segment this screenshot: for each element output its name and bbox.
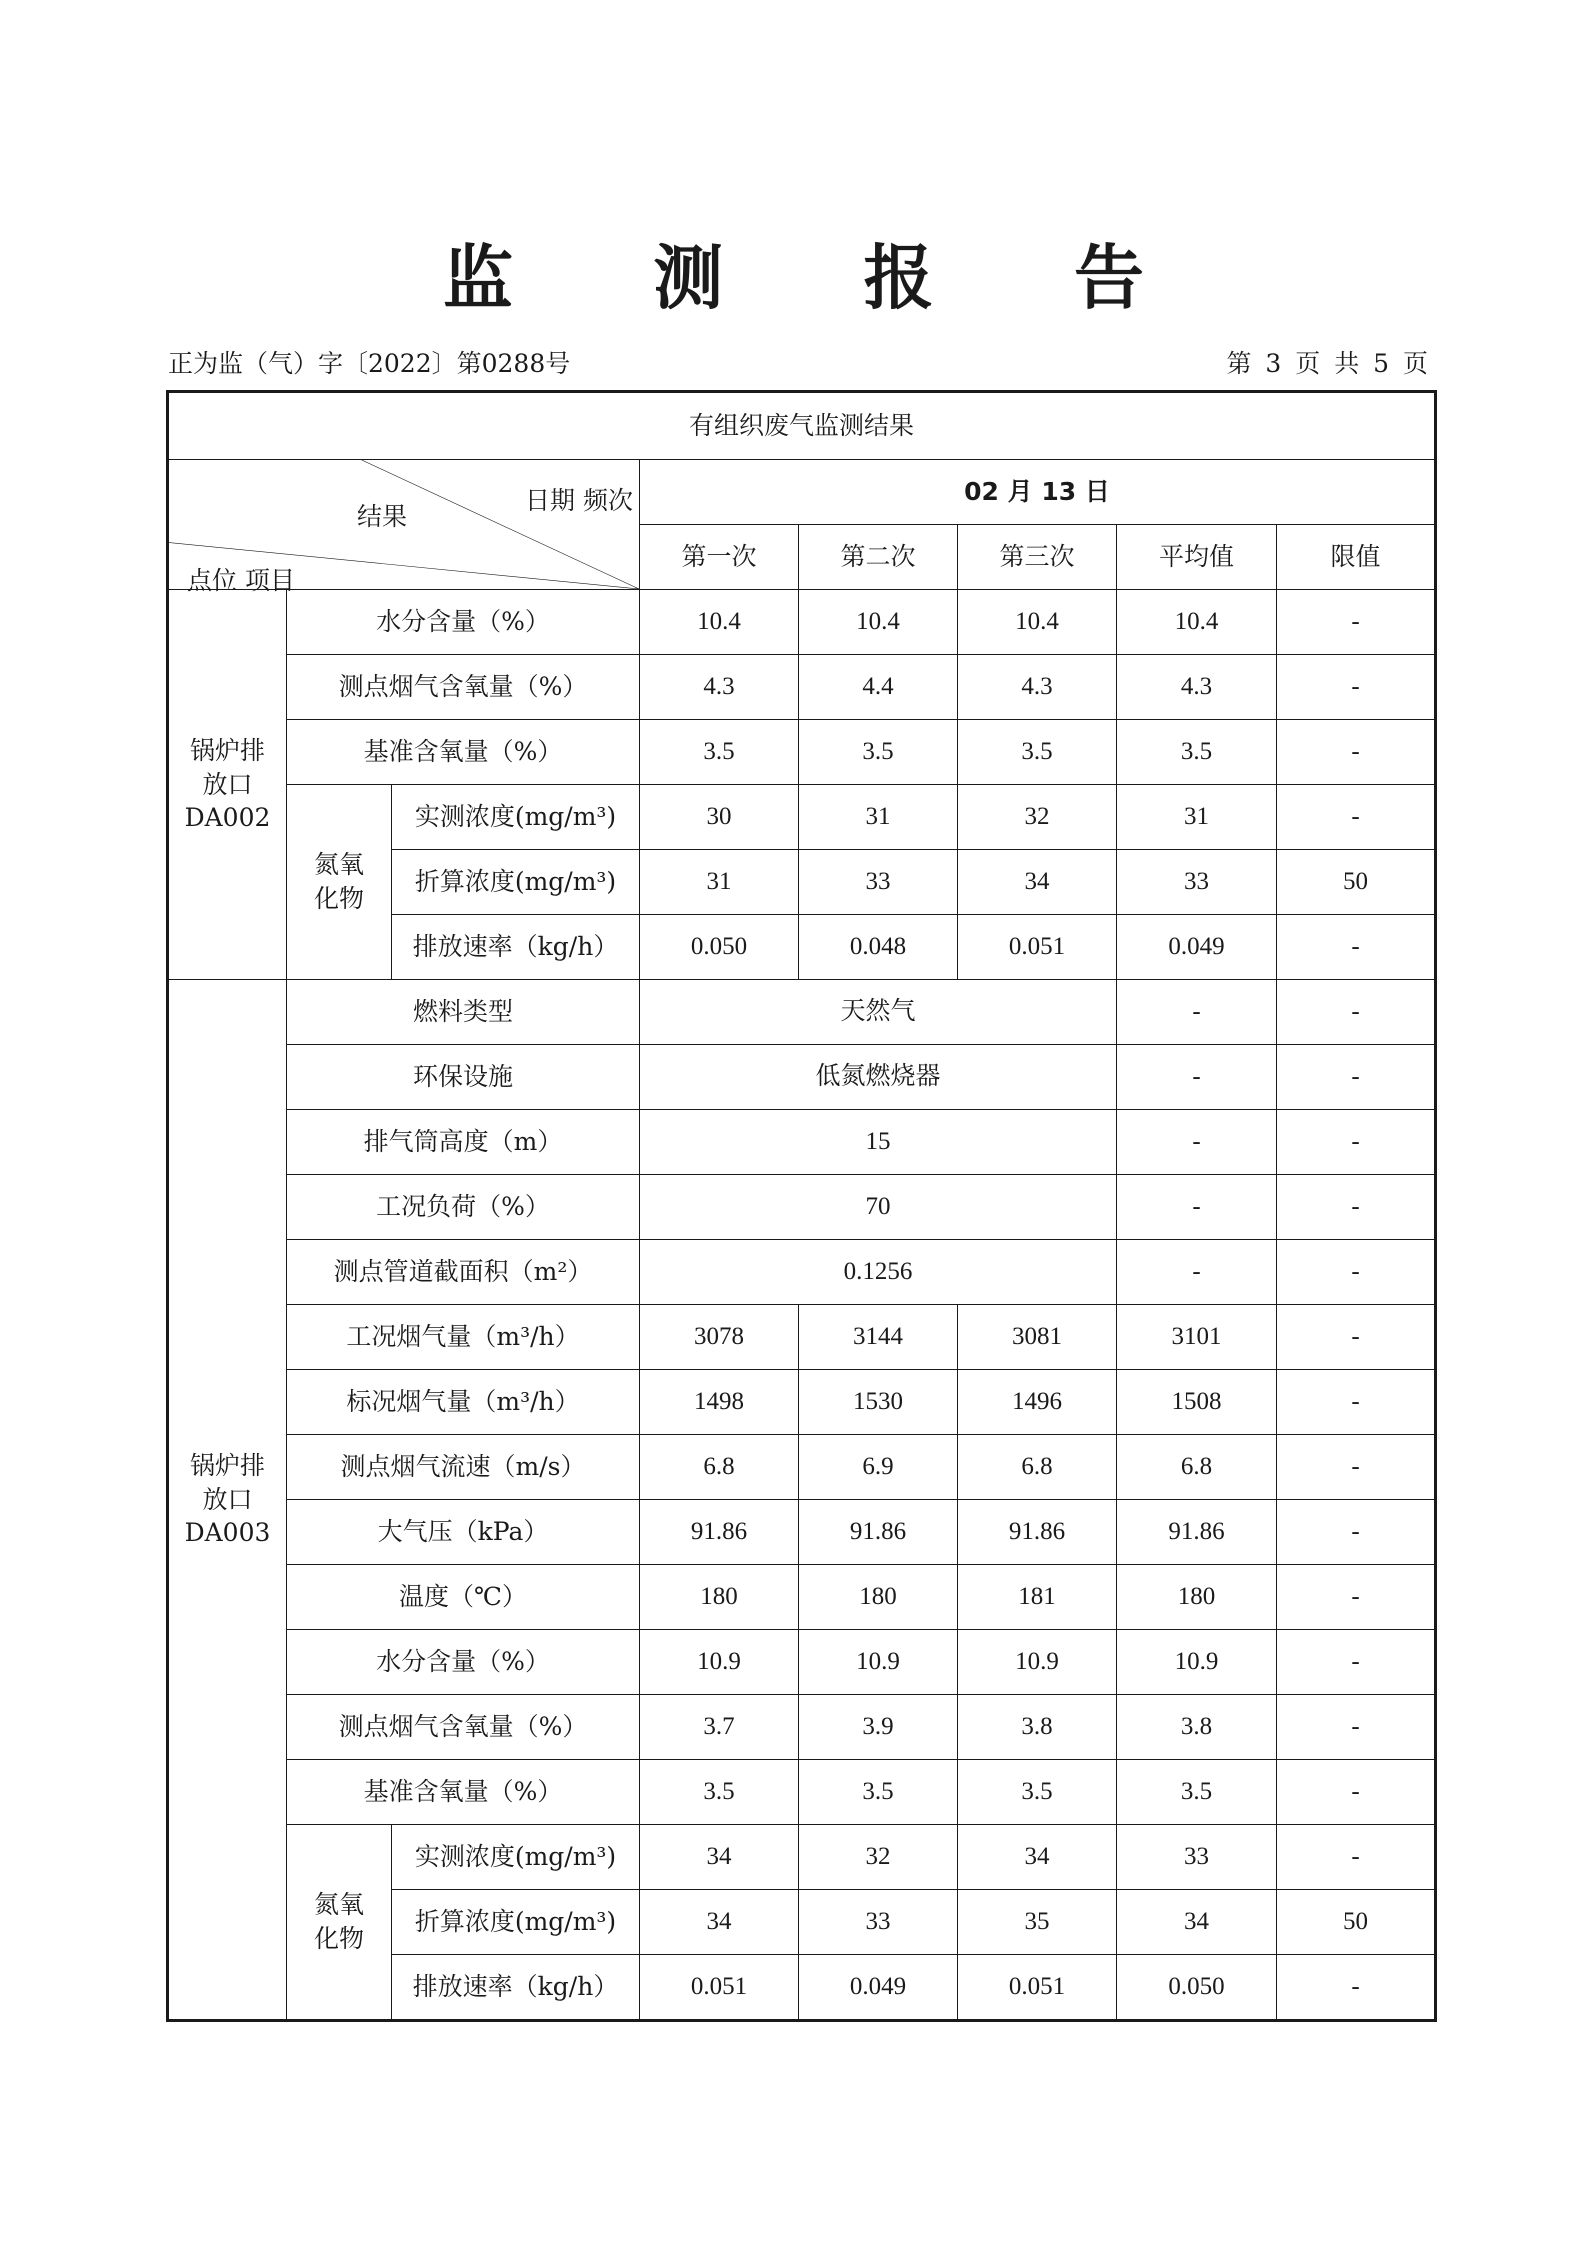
value-cell: 10.9 [799,1630,958,1695]
header-date-frequency: 日期 频次 [525,486,633,515]
value-cell: 0.049 [799,1955,958,2021]
item-label: 工况烟气量（m³/h） [287,1305,640,1370]
limit-cell: - [1277,1110,1436,1175]
item-label: 水分含量（%） [287,590,640,655]
nox-item-label: 实测浓度(mg/m³) [392,1825,640,1890]
value-cell: 6.8 [640,1435,799,1500]
header-date: 02 月 13 日 [640,460,1436,525]
value-cell: 10.4 [799,590,958,655]
value-cell: 4.3 [958,655,1117,720]
value-cell: 3.5 [640,720,799,785]
header-result: 结果 [357,502,408,531]
header-location-item: 点位 项目 [187,566,295,595]
table-caption-row [168,392,1436,460]
diagonal-header-cell [168,460,640,595]
value-cell: 33 [1117,1825,1277,1890]
value-cell: 50 [1277,1890,1436,1955]
value-cell: 3078 [640,1305,799,1370]
value-cell: 0.1256 [640,1240,1117,1305]
col-header: 第二次 [799,525,958,590]
table-row [168,1630,1436,1695]
value-cell: 32 [799,1825,958,1890]
table-row [168,785,1436,850]
value-cell: 91.86 [640,1500,799,1565]
col-header: 第三次 [958,525,1117,590]
value-cell: 70 [640,1175,1117,1240]
value-cell: 33 [1117,850,1277,915]
value-cell: 1508 [1117,1370,1277,1435]
value-cell: 0.049 [1117,915,1277,980]
header-row-date [168,460,1436,525]
table-row [168,1045,1436,1110]
nox-item-label: 折算浓度(mg/m³) [392,850,640,915]
table-row [168,1435,1436,1500]
value-cell: 34 [958,1825,1117,1890]
value-cell: - [1277,915,1436,980]
value-cell: 低氮燃烧器 [640,1045,1117,1110]
value-cell: 3.8 [958,1695,1117,1760]
value-cell: 33 [799,1890,958,1955]
average-cell: - [1117,1240,1277,1305]
nox-group-cell [287,1825,392,2021]
item-label: 测点烟气流速（m/s） [287,1435,640,1500]
location-cell [168,590,287,980]
average-cell: - [1117,980,1277,1045]
value-cell: 3.5 [958,720,1117,785]
value-cell: 91.86 [958,1500,1117,1565]
label-line: DA002 [184,803,271,833]
value-cell: 3.7 [640,1695,799,1760]
nox-item-label: 排放速率（kg/h） [392,1955,640,2021]
value-cell: 180 [1117,1565,1277,1630]
item-label: 温度（℃） [287,1565,640,1630]
table-row [168,720,1436,785]
table-row [168,1240,1436,1305]
document-number: 正为监（气）字〔2022〕第0288号 [168,349,571,378]
table-row [168,1695,1436,1760]
value-cell: - [1277,785,1436,850]
value-cell: - [1277,1695,1436,1760]
label-line: 锅炉排 [189,735,265,765]
item-label: 工况负荷（%） [287,1175,640,1240]
value-cell: 1498 [640,1370,799,1435]
value-cell: 91.86 [799,1500,958,1565]
col-header: 平均值 [1117,525,1277,590]
table-row [168,1305,1436,1370]
label-line: 氮氧 [313,1890,364,1920]
value-cell: 3.5 [799,1760,958,1825]
nox-group-cell [287,785,392,980]
value-cell: 10.9 [1117,1630,1277,1695]
nox-item-label: 排放速率（kg/h） [392,915,640,980]
value-cell: - [1277,1955,1436,2021]
report-title: 监 测 报 告 [442,237,1203,319]
value-cell: 10.4 [640,590,799,655]
table-row [168,1565,1436,1630]
value-cell: 10.4 [958,590,1117,655]
value-cell: 0.050 [640,915,799,980]
value-cell: 6.8 [1117,1435,1277,1500]
value-cell: 3.5 [640,1760,799,1825]
value-cell: 3.5 [1117,1760,1277,1825]
value-cell: - [1277,590,1436,655]
label-line: 化物 [313,1924,364,1953]
limit-cell: - [1277,1045,1436,1110]
table-row [168,1825,1436,1890]
value-cell: - [1277,1825,1436,1890]
item-label: 排气筒高度（m） [287,1110,640,1175]
value-cell: 10.9 [958,1630,1117,1695]
value-cell: 1530 [799,1370,958,1435]
table-row [168,590,1436,655]
label-line: 放口 [202,1484,253,1514]
table-row [168,980,1436,1045]
col-header: 第一次 [640,525,799,590]
limit-cell: - [1277,980,1436,1045]
value-cell: 34 [640,1825,799,1890]
item-label: 测点管道截面积（m²） [287,1240,640,1305]
value-cell: - [1277,1435,1436,1500]
limit-cell: - [1277,1175,1436,1240]
value-cell: 3.9 [799,1695,958,1760]
table-row [168,1175,1436,1240]
item-label: 燃料类型 [287,980,640,1045]
limit-cell: - [1277,1240,1436,1305]
value-cell: 32 [958,785,1117,850]
value-cell: 3144 [799,1305,958,1370]
value-cell: 3.8 [1117,1695,1277,1760]
value-cell: 34 [640,1890,799,1955]
item-label: 环保设施 [287,1045,640,1110]
value-cell: 0.048 [799,915,958,980]
value-cell: 180 [640,1565,799,1630]
value-cell: 15 [640,1110,1117,1175]
value-cell: 4.3 [640,655,799,720]
value-cell: - [1277,1760,1436,1825]
value-cell: 3081 [958,1305,1117,1370]
value-cell: 50 [1277,850,1436,915]
value-cell: - [1277,1565,1436,1630]
value-cell: - [1277,1630,1436,1695]
item-label: 水分含量（%） [287,1630,640,1695]
item-label: 基准含氧量（%） [287,1760,640,1825]
average-cell: - [1117,1175,1277,1240]
value-cell: - [1277,1500,1436,1565]
value-cell: 4.4 [799,655,958,720]
item-label: 标况烟气量（m³/h） [287,1370,640,1435]
value-cell: - [1277,1370,1436,1435]
table-row [168,1760,1436,1825]
col-header: 限值 [1277,525,1436,590]
average-cell: - [1117,1045,1277,1110]
label-line: DA003 [184,1518,271,1548]
value-cell: 3.5 [958,1760,1117,1825]
label-line: 放口 [202,769,253,799]
nox-item-label: 实测浓度(mg/m³) [392,785,640,850]
value-cell: 3.5 [799,720,958,785]
value-cell: 35 [958,1890,1117,1955]
monitoring-results-table [166,390,1437,2022]
value-cell: 34 [1117,1890,1277,1955]
value-cell: 180 [799,1565,958,1630]
table-row [168,1370,1436,1435]
item-label: 测点烟气含氧量（%） [287,655,640,720]
value-cell: 4.3 [1117,655,1277,720]
value-cell: 181 [958,1565,1117,1630]
value-cell: 6.8 [958,1435,1117,1500]
value-cell: 33 [799,850,958,915]
value-cell: - [1277,655,1436,720]
nox-item-label: 折算浓度(mg/m³) [392,1890,640,1955]
value-cell: 31 [640,850,799,915]
value-cell: 91.86 [1117,1500,1277,1565]
value-cell: 34 [958,850,1117,915]
value-cell: 10.9 [640,1630,799,1695]
value-cell: 1496 [958,1370,1117,1435]
average-cell: - [1117,1110,1277,1175]
value-cell: 天然气 [640,980,1117,1045]
value-cell: 31 [799,785,958,850]
value-cell: 0.051 [640,1955,799,2021]
value-cell: 0.051 [958,1955,1117,2021]
value-cell: 0.050 [1117,1955,1277,2021]
value-cell: 10.4 [1117,590,1277,655]
value-cell: 3.5 [1117,720,1277,785]
label-line: 化物 [313,884,364,913]
value-cell: 30 [640,785,799,850]
table-row [168,655,1436,720]
item-label: 测点烟气含氧量（%） [287,1695,640,1760]
value-cell: - [1277,1305,1436,1370]
item-label: 大气压（kPa） [287,1500,640,1565]
table-row [168,1500,1436,1565]
page-indicator: 第 3 页 共 5 页 [1226,349,1431,378]
item-label: 基准含氧量（%） [287,720,640,785]
value-cell: - [1277,720,1436,785]
label-line: 锅炉排 [189,1450,265,1480]
label-line: 氮氧 [313,850,364,880]
location-cell [168,980,287,2021]
table-row [168,1110,1436,1175]
value-cell: 6.9 [799,1435,958,1500]
value-cell: 3101 [1117,1305,1277,1370]
table-caption: 有组织废气监测结果 [168,392,1436,460]
value-cell: 31 [1117,785,1277,850]
value-cell: 0.051 [958,915,1117,980]
